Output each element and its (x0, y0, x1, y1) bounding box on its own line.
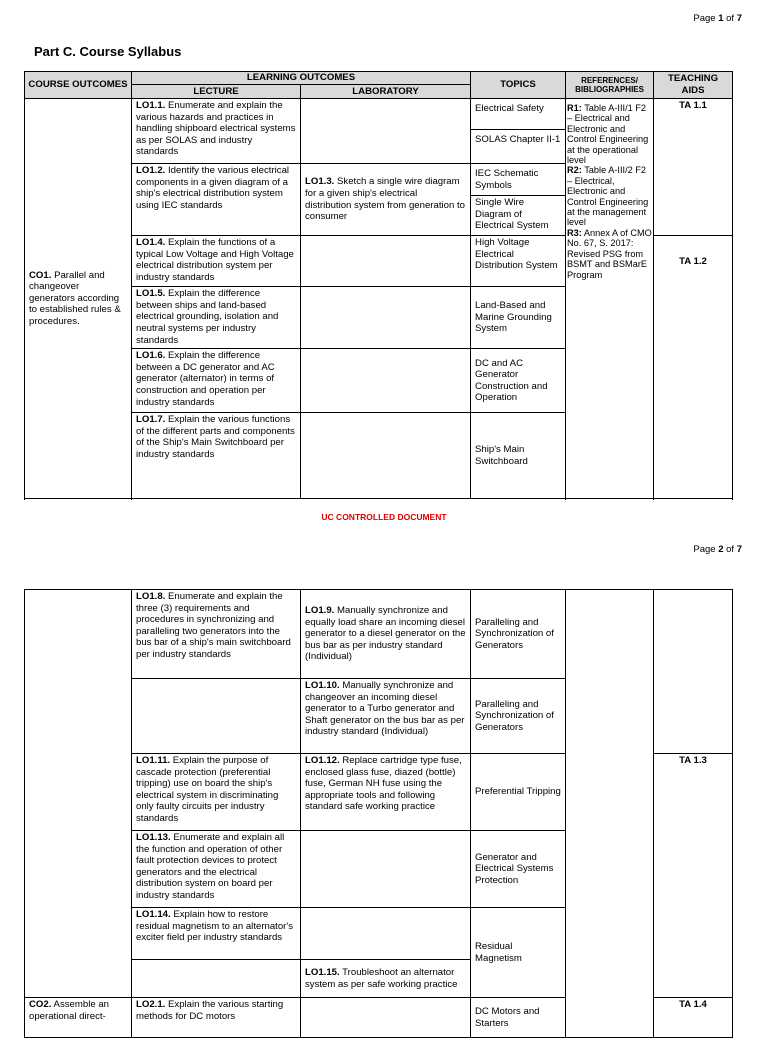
lecture-lo1-11: LO1.11. Explain the purpose of cascade protection (preferential tripping) use on board the ship's electrical system in discriminating only faulty circuits per industry standards (132, 754, 301, 831)
lecture-lo1-14: LO1.14. Explain how to restore residual magnetism to an alternator's exciter field per industry standards (132, 908, 301, 960)
topic-high-voltage: High Voltage Electrical Distribution System (471, 236, 566, 287)
page-number: Page 2 of 7 (693, 544, 742, 555)
topic-single-wire: Single Wire Diagram of Electrical System (471, 196, 566, 236)
lecture-lo1-6: LO1.6. Explain the difference between a DC generator and AC generator (alternator) in terms of construction and operation per industry standards (132, 349, 301, 413)
lecture-lo2-1: LO2.1. Explain the various starting methods for DC motors (132, 998, 301, 1038)
lecture-lo1-5: LO1.5. Explain the difference between ships and land-based electrical grounding, isolation and neutral systems per industry standards (132, 287, 301, 349)
lab-empty (301, 287, 471, 349)
lab-lo1-12: LO1.12. Replace cartridge type fuse, enclosed glass fuse, diazed (bottle) fuse, German NH fuse using the appropriate tools and following standard safe working practice (301, 754, 471, 831)
topic-solas: SOLAS Chapter II-1 (471, 130, 566, 164)
lab-lo1-15: LO1.15. Troubleshoot an alternator system as per safe working practice (301, 960, 471, 998)
lecture-lo1-8: LO1.8. Enumerate and explain the three (3) requirements and procedures in synchronizing and paralleling two generators into the bus bar of a ship's main switchboard per industry standards (132, 590, 301, 679)
teaching-aid-ta-1-2: TA 1.2 (654, 236, 733, 499)
lecture-empty (132, 679, 301, 754)
syllabus-table-page-1 (24, 71, 733, 499)
lab-lo1-9: LO1.9. Manually synchronize and equally load share an incoming diesel generator to a diesel generator on the bus bar as per industry standard (Individual) (301, 590, 471, 679)
topic-dc-ac: DC and AC Generator Construction and Operation (471, 349, 566, 413)
topic-grounding: Land-Based and Marine Grounding System (471, 287, 566, 349)
topic-paralleling-1: Paralleling and Synchronization of Generators (471, 590, 566, 679)
topic-dc-motors: DC Motors and Starters (471, 998, 566, 1038)
lab-empty (301, 908, 471, 960)
lab-empty (301, 413, 471, 499)
teaching-aid-ta-1-1: TA 1.1 (654, 99, 733, 236)
teaching-aid-empty (654, 590, 733, 754)
lab-lo1-10: LO1.10. Manually synchronize and changeover an incoming diesel generator to a Turbo generator and Shaft generator on the bus bar as per industry standard (Individual) (301, 679, 471, 754)
references-cell: R1: Table A-III/1 F2 – Electrical and Electronic and Control Engineering at the operational level R2: Table A-III/2 F2 – Electrical, Electronic and Control Engineering at the management level R3: Annex A of CMO No. 67, S. 2017: Revised PSG from BSMT and BSMarE Program (566, 99, 654, 499)
header-teaching-aids: TEACHING AIDS (654, 72, 733, 99)
header-course-outcomes: COURSE OUTCOMES (25, 72, 132, 99)
lecture-lo1-7: LO1.7. Explain the various functions of the different parts and components of the Ship's Main Switchboard per industry standards (132, 413, 301, 499)
section-title: Part C. Course Syllabus (34, 44, 182, 59)
lecture-empty (132, 960, 301, 998)
lab-lo1-3: LO1.3. Sketch a single wire diagram for a given ship's electrical distribution system from generation to consumer (301, 164, 471, 236)
course-outcome-co1: CO1. Parallel and changeover generators according to established rules & procedures. (25, 99, 132, 499)
controlled-document-label: UC CONTROLLED DOCUMENT (321, 512, 447, 522)
course-outcome-co2: CO2. Assemble an operational direct- (25, 998, 132, 1038)
lab-empty (301, 998, 471, 1038)
topic-iec: IEC Schematic Symbols (471, 164, 566, 196)
course-outcome-co1-cont (25, 590, 132, 998)
teaching-aid-ta-1-3: TA 1.3 (654, 754, 733, 998)
lecture-lo1-13: LO1.13. Enumerate and explain all the function and operation of other fault protection devices to protect generators and the electrical distribution system on board per industry standards (132, 831, 301, 908)
teaching-aid-ta-1-4: TA 1.4 (654, 998, 733, 1038)
page-number: Page 1 of 7 (693, 13, 742, 24)
header-laboratory: LABORATORY (301, 85, 471, 99)
lab-empty (301, 236, 471, 287)
header-learning-outcomes: LEARNING OUTCOMES (132, 72, 471, 85)
topic-electrical-safety: Electrical Safety (471, 99, 566, 130)
topic-preferential: Preferential Tripping (471, 754, 566, 831)
lecture-lo1-2: LO1.2. Identify the various electrical components in a given diagram of a ship's electrical distribution system using IEC standards (132, 164, 301, 236)
header-lecture: LECTURE (132, 85, 301, 99)
references-cell-cont (566, 590, 654, 1038)
lab-empty (301, 831, 471, 908)
topic-paralleling-2: Paralleling and Synchronization of Generators (471, 679, 566, 754)
topic-residual: Residual Magnetism (471, 908, 566, 998)
header-references: REFERENCES/ BIBLIOGRAPHIES (566, 72, 654, 99)
lecture-lo1-4: LO1.4. Explain the functions of a typical Low Voltage and High Voltage electrical distribution system per industry standards (132, 236, 301, 287)
lab-empty (301, 99, 471, 164)
topic-gen-protection: Generator and Electrical Systems Protection (471, 831, 566, 908)
header-topics: TOPICS (471, 72, 566, 99)
lab-empty (301, 349, 471, 413)
topic-switchboard: Ship's Main Switchboard (471, 413, 566, 499)
lecture-lo1-1: LO1.1. Enumerate and explain the various hazards and practices in handling shipboard electrical systems as per SOLAS and industry standards (132, 99, 301, 164)
syllabus-table-page-2 (24, 589, 733, 1038)
